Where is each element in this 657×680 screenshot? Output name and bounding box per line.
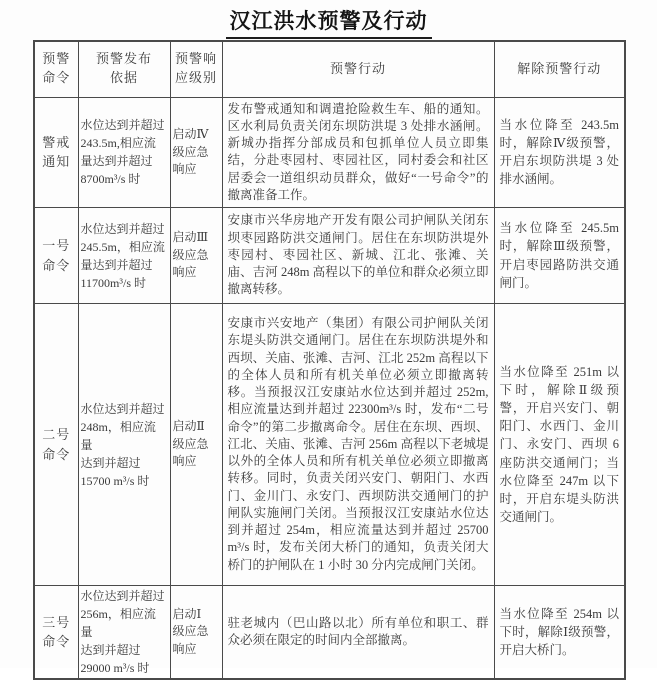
cell-action: 驻老城内（巴山路以北）所有单位和职工、群众必须在限定的时间内全部撤离。	[222, 586, 494, 680]
page-title: 汉江洪水预警及行动	[226, 5, 432, 39]
header-response-level: 预警响 应级别	[170, 41, 222, 97]
cell-basis: 水位达到并超过 245.5m，相应流 量达到并超过 11700m³/s 时	[78, 208, 170, 304]
cell-release: 当水位降至 245.5m 时，解除Ⅲ级预警，开启枣园路防洪交通闸门。	[494, 208, 625, 304]
header-lift-warning-action: 解除预警行动	[494, 41, 625, 97]
cell-command: 警戒 通知	[34, 97, 78, 208]
cell-level: 启动Ⅱ 级应急 响应	[170, 304, 222, 586]
header-warning-action: 预警行动	[222, 41, 494, 97]
cell-release: 当水位降至 251m 以下时，解除Ⅱ级预警，开启兴安门、朝阳门、水西门、金川门、永安门、西坝 6 座防洪交通闸门；当水位降至 247m 以下时，开启东堤头防洪交通闸门。	[494, 304, 625, 586]
cell-basis: 水位达到并超过 243.5m,相应流 量达到并超过 8700m³/s 时	[78, 97, 170, 208]
header-row	[34, 41, 625, 97]
cell-basis: 水位达到并超过 256m，相应流量 达到并超过 29000 m³/s 时	[78, 586, 170, 680]
title-wrap	[0, 0, 657, 38]
cell-release: 当水位降至 254m 以下时，解除Ⅰ级预警，开启大桥门。	[494, 586, 625, 680]
cell-release: 当水位降至 243.5m 时，解除Ⅳ级预警，开启东坝防洪堤 3 处排水涵闸。	[494, 97, 625, 208]
cell-action: 安康市兴安地产（集团）有限公司护闸队关闭东堤头防洪交通闸门。居住在东坝防洪堤外和西坝、关庙、张滩、吉河、江北 252m 高程以下的全体人员和所有机关单位必须立即撤离转移。当预报汉江安康站水位达到并超过 252m, 相应流量达到并超过 22300m³/s 时，发布“二号命令”的第二步撤离命令。居住在东坝、西坝、江北、关庙、张滩、吉河 256m 高程以下老城堤以外的全体人员和所有机关单位必须立即撤离转移。同时，负责关闭兴安门、朝阳门、水西门、金川门、永安门、西坝防洪交通闸门的护闸队实施闸门关闭。当预报汉江安康站水位达到并超过 254m，相应流量达到并超过 25700 m³/s 时，发布关闭大桥门的通知，负责关闭大桥门的护闸队在 1 小时 30 分内完成闸门关闭。	[222, 304, 494, 586]
table-row	[34, 586, 625, 680]
cell-command: 二号 命令	[34, 304, 78, 586]
cell-level: 启动Ⅰ 级应急 响应	[170, 586, 222, 680]
table-row	[34, 97, 625, 208]
cell-level: 启动Ⅳ 级应急 响应	[170, 97, 222, 208]
table-row	[34, 208, 625, 304]
cell-basis: 水位达到并超过 248m，相应流量 达到并超过 15700 m³/s 时	[78, 304, 170, 586]
header-warning-command: 预警 命令	[34, 41, 78, 97]
flood-warning-table	[33, 40, 626, 680]
header-release-basis: 预警发布 依据	[78, 41, 170, 97]
table-row	[34, 304, 625, 586]
cell-command: 三号 命令	[34, 586, 78, 680]
cell-command: 一号 命令	[34, 208, 78, 304]
cell-level: 启动Ⅲ 级应急 响应	[170, 208, 222, 304]
cell-action: 安康市兴华房地产开发有限公司护闸队关闭东坝枣园路防洪交通闸门。居住在东坝防洪堤外枣园村、枣园社区、新城、江北、张滩、关庙、吉河 248m 高程以下的单位和群众必须立即撤离转移。	[222, 208, 494, 304]
cell-action: 发布警戒通知和调遣抢险救生车、船的通知。区水利局负责关闭东坝防洪堤 3 处排水涵闸。新城办指挥分部成员和包抓单位人员立即集结，分赴枣园村、枣园社区，同村委会和社区居委会一道组织动员群众，做好“一号命令”的撤离准备工作。	[222, 97, 494, 208]
